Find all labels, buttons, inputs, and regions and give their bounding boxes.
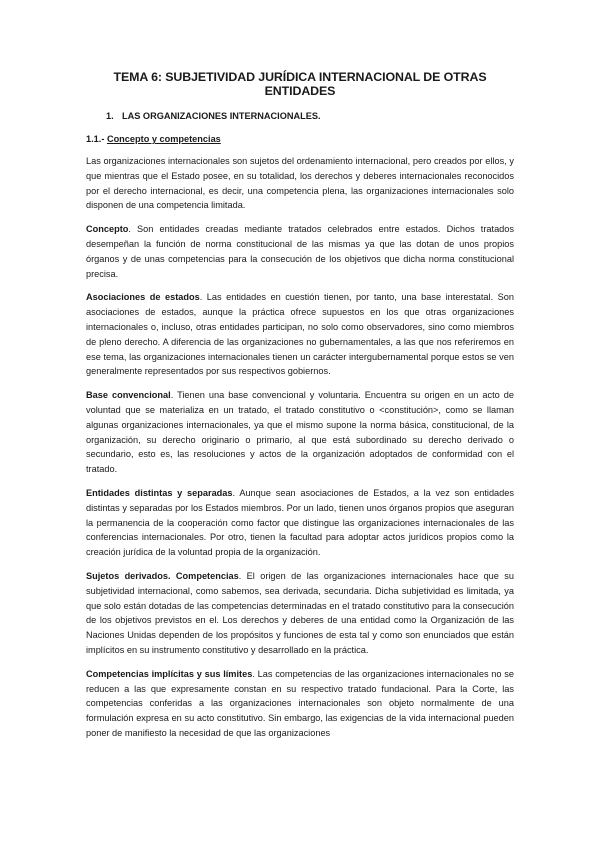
page-title: TEMA 6: SUBJETIVIDAD JURÍDICA INTERNACIONAL DE OTRAS ENTIDADES — [113, 70, 487, 98]
paragraph-entidades-distintas — [86, 486, 514, 560]
paragraph-text: . Tienen una base convencional y voluntaria. Encuentra su origen en un acto de voluntad que se materializa en un tratado, el tratado constitutivo o <constitución>, como se llaman algunas organizaciones internacionales, ya que el mismo supone la norma básica, constitucional, de la organización, su derecho originario o primario, al que está subordinado su derecho derivado o secundario, esto es, las resoluciones y actos de la organización adoptados de conformidad con el tratado. — [86, 390, 515, 475]
paragraph-text: . Aunque sean asociaciones de Estados, a la vez son entidades distintas y separadas por los Estados miembros. Por un lado, tienen unos órganos propios que aseguran la permanencia de la cooperación como factor que distingue las organizaciones internacionales de las conferencias internacionales. Por otro, tienen la facultad para adoptar actos jurídicos propios como la creación jurídica de la voluntad propia de la organización. — [86, 487, 514, 558]
paragraph-text: . Las competencias de las organizaciones internacionales no se reducen a las que expresamente constan en su respectivo tratado fundacional. Para la Corte, las competencias conferidas a las organizaciones internacionales son objeto normalmente de una formulación expresa en su acto constitutivo. Sin embargo, las exigencias de la vida internacional pueden poner de manifiesto la necesidad de que las organizaciones — [86, 668, 514, 738]
paragraph-text: . Las entidades en cuestión tienen, por tanto, una base interestatal. Son asociaciones de estados, aunque la práctica ofrece supuestos en los que otras organizaciones internacionales o, incluso, otras entidades participan, no solo como observadores, sino como miembros de pleno derecho. A diferencia de las organizaciones no gubernamentales, a las que nos referiremos en ese tema, las organizaciones internacionales tienen un carácter intergubernamental porque estos se ven generalmente representados por sus respectivos gobiernos. — [86, 292, 514, 377]
subsection-number: 1.1.- — [86, 134, 107, 144]
paragraph-text: Las organizaciones internacionales son sujetos del ordenamiento internacional, pero creados por ellos, y que mientras que el Estado posee, en su totalidad, los derechos y deberes internacionales reconocidos por el derecho internacional, es decir, una competencia plena, las organizaciones internacionales solo disponen de una competencia limitada. — [86, 156, 514, 211]
section-label: LAS ORGANIZACIONES INTERNACIONALES — [122, 111, 319, 121]
paragraph-text: . Son entidades creadas mediante tratados celebrados entre estados. Dichos tratados desempeñan la función de norma constitucional de las mismas ya que las dotan de unos propios órganos y de unas competencias para la consecución de los objetivos que dicha norma constitucional precisa. — [86, 224, 514, 279]
subsection-heading — [86, 134, 514, 144]
paragraph-intro — [86, 154, 514, 213]
section-number: 1. — [106, 111, 114, 121]
paragraph-concepto — [86, 222, 514, 281]
paragraph-lead: Base convencional — [86, 390, 171, 401]
paragraph-lead: Concepto — [86, 224, 129, 235]
paragraph-lead: Sujetos derivados. Competencias — [86, 570, 239, 581]
section-heading — [106, 111, 514, 121]
paragraph-sujetos-derivados — [86, 569, 514, 658]
paragraph-lead: Competencias implícitas y sus límites — [86, 668, 253, 679]
paragraph-competencias-implicitas — [86, 667, 514, 741]
paragraph-text: . El origen de las organizaciones internacionales hace que su subjetividad internacional, como sabemos, sea derivada, secundaria. Dicha subjetividad es limitada, ya que solo están dotadas de las competencias determinadas en el tratado constitutivo para la consecución de los objetivos previstos en el. Los derechos y deberes de una entidad como la Organización de las Naciones Unidas dependen de los propósitos y funciones de esta tal y como son enunciados que están implícitos en su instrumento constitutivo y desarrollado en la práctica. — [86, 570, 514, 655]
paragraph-base-convencional — [86, 388, 514, 477]
section-trailing: . — [318, 111, 321, 121]
paragraph-lead: Asociaciones de estados — [86, 292, 200, 303]
subsection-label: Concepto y competencias — [106, 134, 221, 144]
paragraph-lead: Entidades distintas y separadas — [86, 487, 233, 498]
paragraph-asociaciones — [86, 290, 514, 379]
